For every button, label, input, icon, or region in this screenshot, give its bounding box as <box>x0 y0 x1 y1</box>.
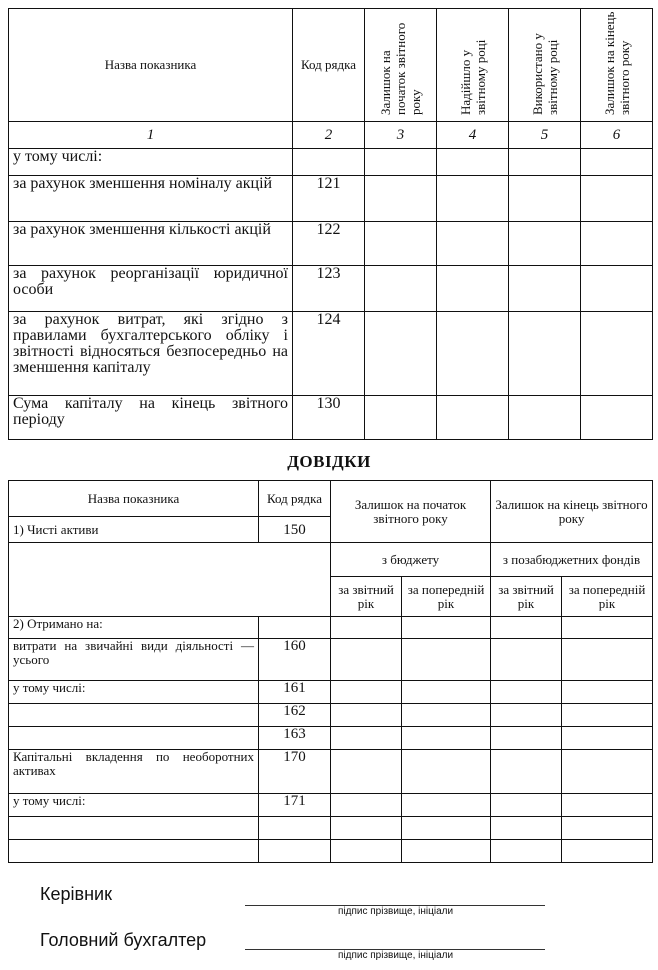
row-code <box>259 817 331 840</box>
row-name: за рахунок витрат, які згідно з правилами бухгалтерського обліку і звітності відносяться безпосередньо на зменшення капіталу <box>9 312 293 396</box>
table1-header-row <box>9 9 653 122</box>
row-name: у тому числі: <box>9 681 259 704</box>
row-name: за рахунок зменшення кількості акцій <box>9 222 293 266</box>
row-name: Капітальні вкладення по необоротних активах <box>9 750 259 794</box>
table-row <box>9 266 653 312</box>
table-row <box>9 176 653 222</box>
header-row-code: Код рядка <box>293 9 365 122</box>
table-row <box>9 681 653 704</box>
section-title: ДОВІДКИ <box>287 452 371 471</box>
sub-header: за звітний рік <box>331 577 402 617</box>
table-row <box>9 750 653 794</box>
header-used: Використано у звітному році <box>509 9 581 122</box>
row-code: 161 <box>259 681 331 704</box>
header-row-code: Код рядка <box>259 481 331 517</box>
row-name: за рахунок зменшення номіналу акцій <box>9 176 293 222</box>
table-row <box>9 617 653 639</box>
row-code <box>259 617 331 639</box>
table-row <box>9 817 653 840</box>
header-indicator-name: Назва показника <box>9 481 259 517</box>
header-closing-balance: Залишок на кінець звітного року <box>581 9 653 122</box>
row-name <box>9 704 259 727</box>
row-name: за рахунок реорганізації юридичної особи <box>9 266 293 312</box>
col-number: 5 <box>509 122 581 149</box>
row-code: 163 <box>259 727 331 750</box>
off-budget-header: з позабюджетних фондів <box>491 543 653 577</box>
row-code: 124 <box>293 312 365 396</box>
row-name <box>9 727 259 750</box>
capital-changes-table <box>8 8 653 440</box>
row-name: витрати на звичайні види діяльності — усього <box>9 639 259 681</box>
header-opening-balance: Залишок на початок звітного року <box>331 481 491 543</box>
col-number: 4 <box>437 122 509 149</box>
accountant-signature-caption: підпис прізвище, ініціали <box>338 950 454 961</box>
row-code: 162 <box>259 704 331 727</box>
row-name: Сума капіталу на кінець звітного періоду <box>9 396 293 440</box>
sub-header: за попередній рік <box>402 577 491 617</box>
header-opening-balance: Залишок на початок звітного року <box>365 9 437 122</box>
table-row <box>9 794 653 817</box>
row-name <box>9 817 259 840</box>
row-code: 121 <box>293 176 365 222</box>
table-row <box>9 222 653 266</box>
table-row <box>9 396 653 440</box>
manager-signature-caption: підпис прізвище, ініціали <box>338 906 454 917</box>
header-closing-balance: Залишок на кінець звітного року <box>491 481 653 543</box>
row-code: 130 <box>293 396 365 440</box>
col-number: 6 <box>581 122 653 149</box>
table-row <box>9 704 653 727</box>
row-code: 160 <box>259 639 331 681</box>
manager-label: Керівник <box>40 884 112 904</box>
references-table <box>8 480 653 863</box>
row-name: 1) Чисті активи <box>9 517 259 543</box>
sub-header: за попередній рік <box>562 577 653 617</box>
table-row <box>9 840 653 863</box>
col-number: 3 <box>365 122 437 149</box>
column-number-row <box>9 122 653 149</box>
row-code: 122 <box>293 222 365 266</box>
row-code: 170 <box>259 750 331 794</box>
col-number: 1 <box>9 122 293 149</box>
chief-accountant-label: Головний бухгалтер <box>40 930 207 950</box>
row-name: у тому числі: <box>9 794 259 817</box>
header-indicator-name: Назва показника <box>9 9 293 122</box>
funding-header-row <box>9 543 653 577</box>
row-code: 171 <box>259 794 331 817</box>
header-received: Надійшло у звітному році <box>437 9 509 122</box>
budget-header: з бюджету <box>331 543 491 577</box>
row-name: у тому числі: <box>9 149 293 176</box>
table-row <box>9 639 653 681</box>
table-row <box>9 727 653 750</box>
row-code: 123 <box>293 266 365 312</box>
table-row <box>9 312 653 396</box>
row-code: 150 <box>259 517 331 543</box>
table2-header-row <box>9 481 653 517</box>
row-code <box>293 149 365 176</box>
row-code <box>259 840 331 863</box>
row-name <box>9 840 259 863</box>
table-row <box>9 149 653 176</box>
sub-header: за звітний рік <box>491 577 562 617</box>
row-name: 2) Отримано на: <box>9 617 259 639</box>
col-number: 2 <box>293 122 365 149</box>
